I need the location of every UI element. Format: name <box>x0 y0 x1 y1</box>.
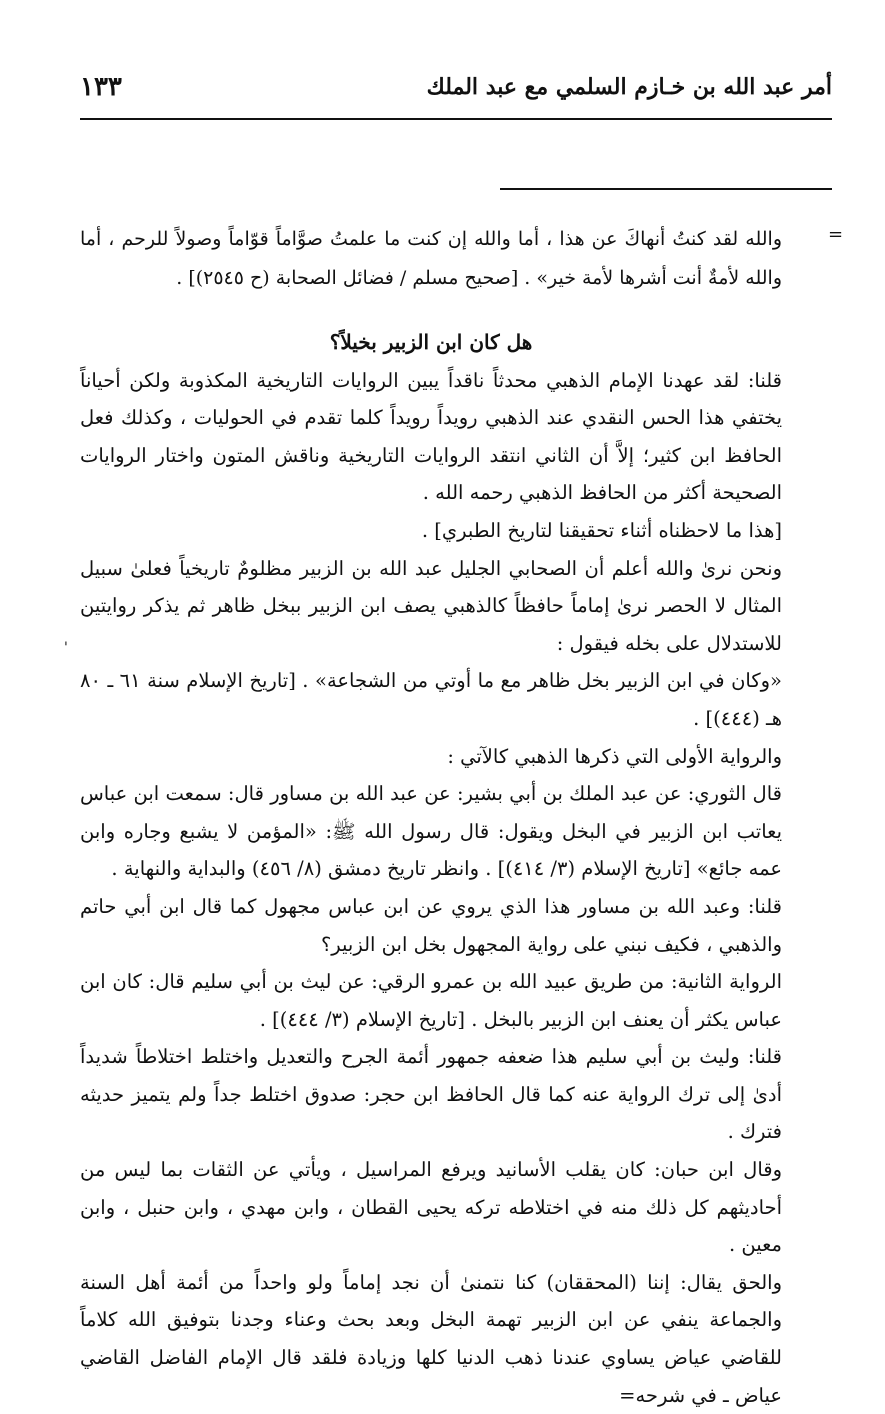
paragraph: وقال ابن حبان: كان يقلب الأسانيد ويرفع المراسيل ، ويأتي عن الثقات بما ليس من أحاديثهم كل ذلك منه في اختلاطه تركه يحيى القطان ، وابن مهدي ، وابن حنبل ، وابن معين . <box>80 1158 782 1257</box>
margin-mark: ' <box>64 640 68 656</box>
paragraph: الرواية الثانية: من طريق عبيد الله بن عمرو الرقي: عن ليث بن أبي سليم قال: كان ابن عباس يكثر أن يعنف ابن الزبير بالبخل . [تاريخ الإسلام (٣/ ٤٤٤)] . <box>80 970 782 1031</box>
page-header <box>80 70 832 120</box>
continuation-mark: = <box>828 224 844 245</box>
paragraph: قلنا: لقد عهدنا الإمام الذهبي محدثاً ناقداً يبين الروايات التاريخية المكذوبة ولكن أحياناً يختفي هذا الحس النقدي عند الذهبي رويداً رويداً كلما تقدم في الحوليات ، وكذلك فعل الحافظ ابن كثير؛ إلاَّ أن الثاني انتقد الروايات التاريخية وناقش المتون واختار الروايات الصحيحة أكثر من الحافظ الذهبي رحمه الله . <box>80 368 782 505</box>
paragraph: والرواية الأولى التي ذكرها الذهبي كالآتي : <box>447 744 782 768</box>
paragraph: ونحن نرىٰ والله أعلم أن الصحابي الجليل عبد الله بن الزبير مظلومٌ تاريخياً فعلىٰ سبيل المثال لا الحصر نرىٰ إماماً حافظاً كالذهبي يصف ابن الزبير ببخل ظاهر ثم يذكر روايتين للاستدلال على بخله فيقول : <box>80 556 782 655</box>
paragraph: قلنا: وليث بن أبي سليم هذا ضعفه جمهور أئمة الجرح والتعديل واختلط اختلاطاً شديداً أدىٰ إلى ترك الرواية عنه كما قال الحافظ ابن حجر: صدوق اختلط جداً ولم يتميز حديثه فترك . <box>80 1045 782 1144</box>
footnote-divider <box>500 188 832 190</box>
paragraph: قلنا: وعبد الله بن مساور هذا الذي يروي عن ابن عباس مجهول كما قال ابن أبي حاتم والذهبي ، فكيف نبني على رواية المجهول بخل ابن الزبير؟ <box>80 894 782 956</box>
quote-paragraph: «وكان في ابن الزبير بخل ظاهر مع ما أوتي من الشجاعة» . [تاريخ الإسلام سنة ٦١ ـ ٨٠ هـ (٤٤٤)] . <box>80 669 782 730</box>
section-heading: هل كان ابن الزبير بخيلاً؟ <box>329 330 533 354</box>
paragraph: قال الثوري: عن عبد الملك بن أبي بشير: عن عبد الله بن مساور قال: سمعت ابن عباس يعاتب ابن الزبير في البخل ويقول: قال رسول الله ﷺ: «المؤمن لا يشبع وجاره وابن عمه جائع» [تاريخ الإسلام (٣/ ٤١٤)] . وانظر تاريخ دمشق (٨/ ٤٥٦) والبداية والنهاية . <box>80 782 782 881</box>
footnote-text: والله لقد كنتُ أنهاكَ عن هذا ، أما والله إن كنت ما علمتُ صوَّاماً قوّاماً وصولاً للرحم ، أما والله لأمةٌ أنت أشرها لأمة خير» . [صحيح مسلم / فضائل الصحابة (ح ٢٥٤٥)] . <box>80 228 782 289</box>
running-title: أمر عبد الله بن خـازم السلمي مع عبد الملك <box>426 74 832 100</box>
page-number: ١٣٣ <box>80 72 122 102</box>
paragraph: والحق يقال: إننا (المحققان) كنا نتمنىٰ أن نجد إماماً ولو واحداً من أئمة أهل السنة والجماعة ينفي عن ابن الزبير تهمة البخل وبعد بحث وعناء وجدنا بتوفيق الله كلاماً للقاضي عياض يساوي عندنا ذهب الدنيا كلها وزيادة فلقد قال الإمام الفاضل القاضي عياض ـ في شرحه= <box>80 1270 782 1407</box>
paragraph: [هذا ما لاحظناه أثناء تحقيقنا لتاريخ الطبري] . <box>421 518 782 542</box>
main-text <box>80 324 782 1414</box>
